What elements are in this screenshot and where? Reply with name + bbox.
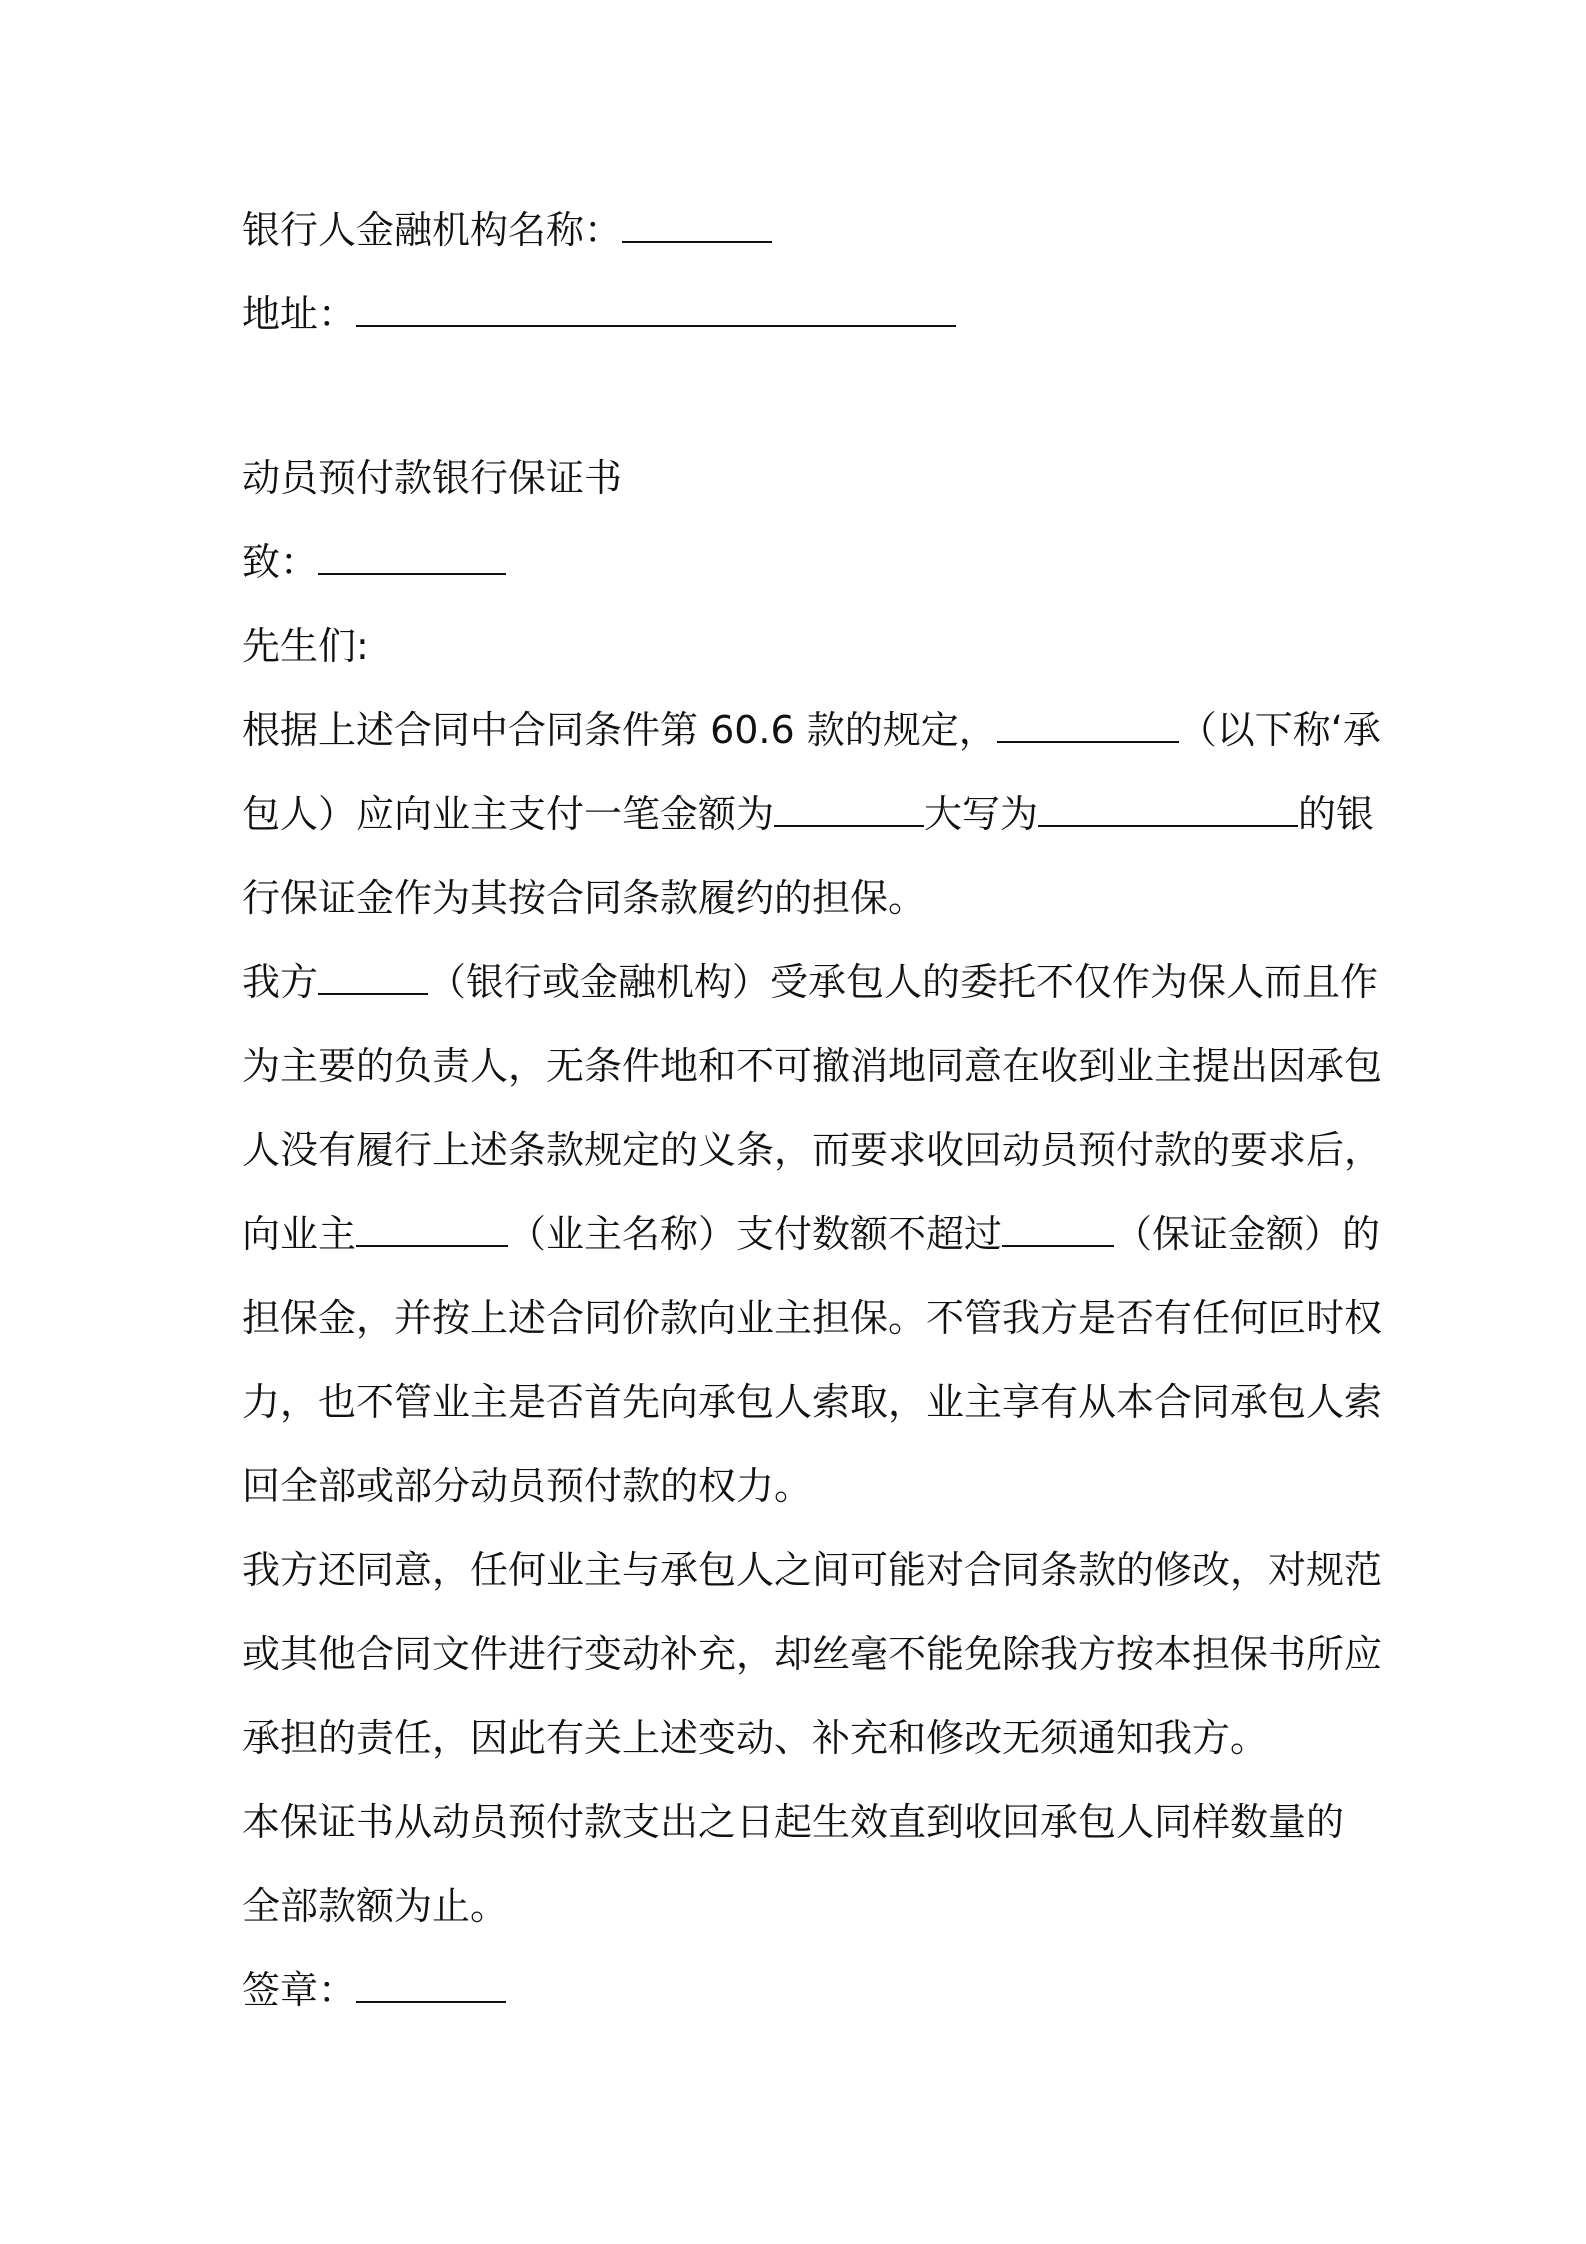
para4-line2: 全部款额为止。 — [242, 1884, 509, 1928]
para1-line3: 行保证金作为其按合同条款履约的担保。 — [242, 876, 927, 920]
para1-text: 的银 — [1298, 792, 1375, 836]
bank-name-label: 银行人金融机构名称： — [242, 208, 623, 252]
owner-blank — [356, 1211, 508, 1247]
bank-name-blank — [622, 207, 772, 243]
para2-line3: 人没有履行上述条款规定的义条，而要求收回动员预付款的要求后， — [242, 1128, 1383, 1172]
para3-line1: 我方还同意，任何业主与承包人之间可能对合同条款的修改，对规范 — [242, 1548, 1383, 1592]
para1-text: （以下称‘承 — [1178, 708, 1381, 752]
address-field — [242, 290, 956, 338]
amount-blank — [774, 791, 924, 827]
signature-label: 签章： — [242, 1968, 357, 2012]
para2-line5: 担保金，并按上述合同价款向业主担保。不管我方是否有任何叵时权 — [242, 1296, 1383, 1340]
para1-text: 根据上述合同中合同条件第 60.6 款的规定， — [242, 708, 997, 752]
para3-line3: 承担的责任，因此有关上述变动、补充和修改无须通知我方。 — [242, 1716, 1269, 1760]
signature-field — [242, 1966, 506, 2014]
address-label: 地址： — [242, 292, 357, 336]
address-blank — [356, 291, 956, 327]
bank-blank — [318, 959, 428, 995]
amount-words-blank — [1038, 791, 1298, 827]
signature-blank — [356, 1967, 506, 2003]
recipient-blank — [318, 539, 506, 575]
para2-text: 我方 — [242, 960, 319, 1004]
recipient-field — [242, 538, 506, 586]
para4-line1: 本保证书从动员预付款支出之日起生效直到收回承包人同样数量的 — [242, 1800, 1345, 1844]
para2-line4 — [242, 1210, 1381, 1258]
para2-text: 向业主 — [242, 1212, 357, 1256]
para1-text: 大写为 — [924, 792, 1039, 836]
para2-text: （银行或金融机构）受承包人的委托不仅作为保人而且作 — [428, 960, 1379, 1004]
salutation: 先生们: — [242, 624, 369, 668]
document-title: 动员预付款银行保证书 — [242, 456, 623, 500]
contractor-blank — [997, 707, 1179, 743]
para2-line1 — [242, 958, 1379, 1006]
para1-text: 包人）应向业主支付一笔金额为 — [242, 792, 775, 836]
para2-line6: 力，也不管业主是否首先向承包人索取，业主享有从本合同承包人索 — [242, 1380, 1383, 1424]
para2-line7: 回全部或部分动员预付款的权力。 — [242, 1464, 813, 1508]
para2-text: （业主名称）支付数额不超过 — [508, 1212, 1003, 1256]
para2-line2: 为主要的负责人，无条件地和不可撤消地同意在收到业主提出因承包 — [242, 1044, 1383, 1088]
bank-name-field — [242, 206, 772, 254]
para3-line2: 或其他合同文件进行变动补充，却丝毫不能免除我方按本担保书所应 — [242, 1632, 1383, 1676]
para1-line1 — [242, 706, 1381, 754]
para1-line2 — [242, 790, 1375, 838]
recipient-label: 致： — [242, 540, 319, 584]
para2-text: （保证金额）的 — [1114, 1212, 1381, 1256]
guarantee-amount-blank — [1002, 1211, 1114, 1247]
